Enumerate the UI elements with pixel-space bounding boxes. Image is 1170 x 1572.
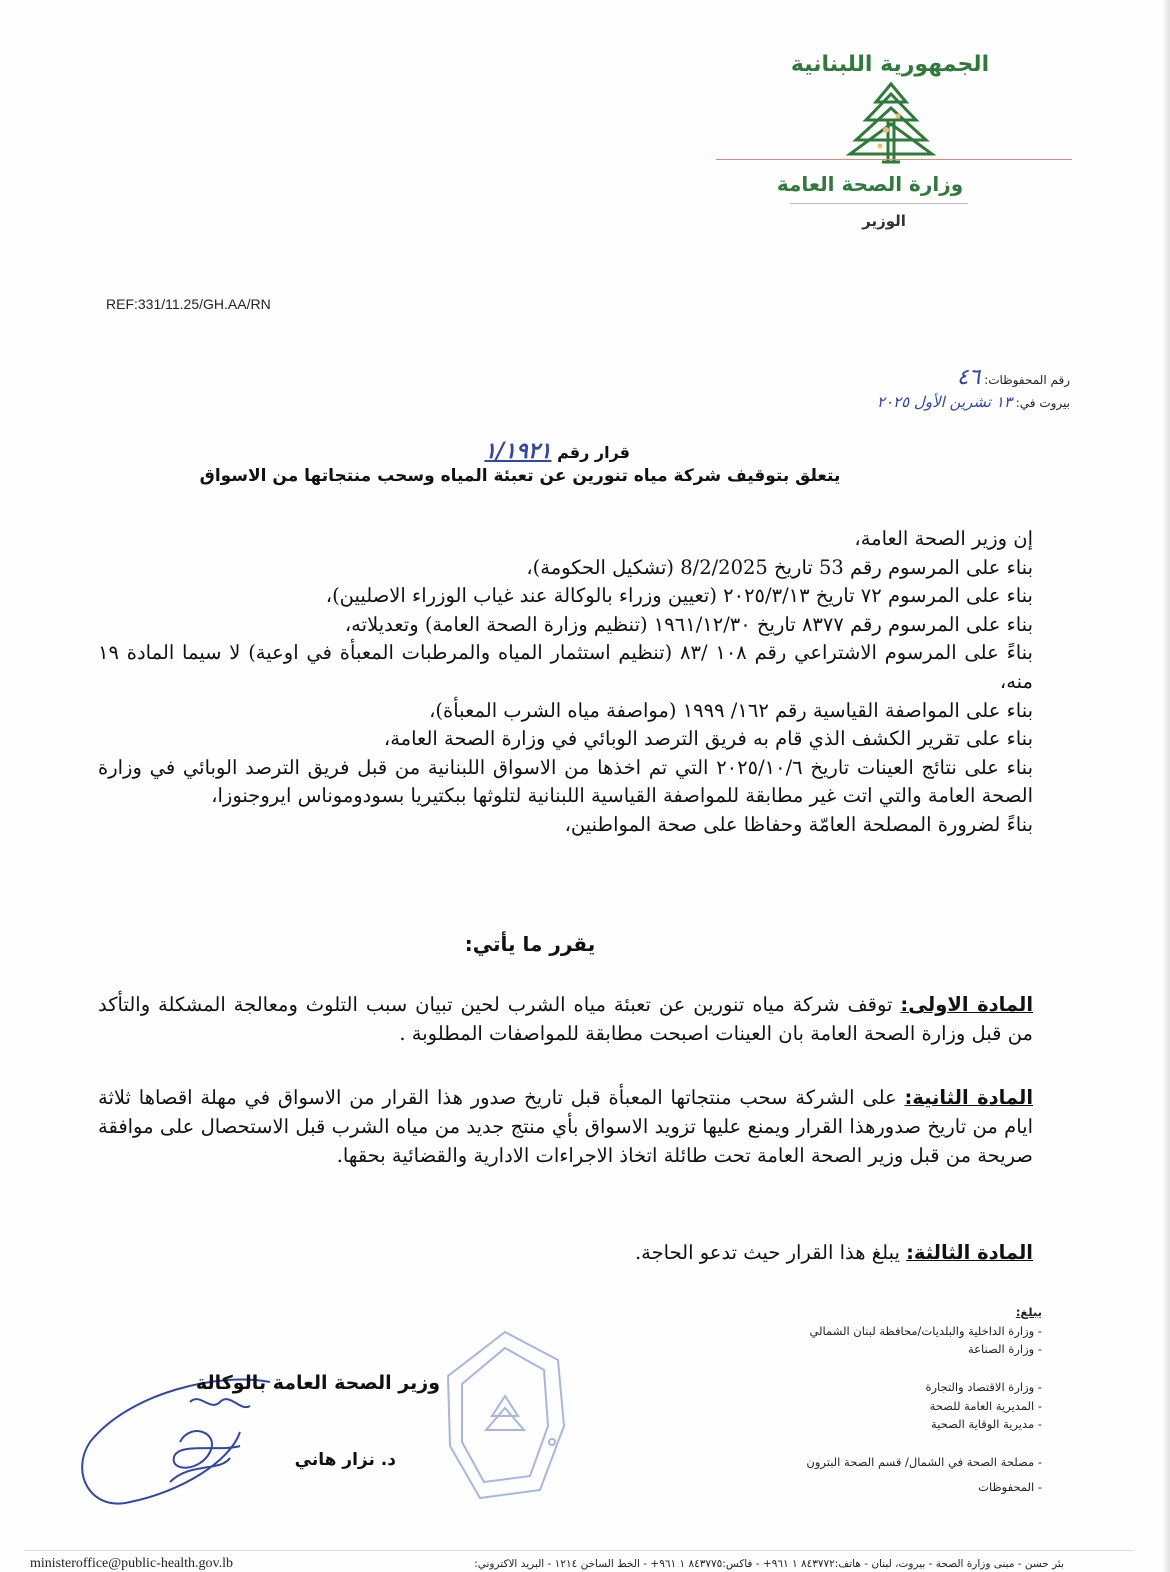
minister-heading: الوزير (862, 212, 906, 230)
recipients-heading: يبلغ: (1015, 1305, 1042, 1319)
preamble-line: بناء على المرسوم رقم ٨٣٧٧ تاريخ ١٩٦١/١٢/٣٠ (تنظيم وزارة الصحة العامة) وتعديلاته، (344, 612, 1033, 636)
article-label: المادة الثانية: (904, 1086, 1034, 1109)
archive-label: رقم المحفوظات: (984, 373, 1070, 387)
signatory-name: د. نزار هاني (294, 1450, 396, 1470)
reference-number: REF:331/11.25/GH.AA/RN (106, 296, 271, 312)
letterhead-rule (716, 159, 1072, 160)
decision-number (430, 438, 630, 464)
recipient-item: - وزارة الاقتصاد والتجارة (925, 1380, 1042, 1394)
article-text: يبلغ هذا القرار حيث تدعو الحاجة. (634, 1241, 900, 1264)
footer-address: بئر حسن - مبنى وزارة الصحة - بيروت، لبنان - هاتف:٨٤٣٧٧٢ ١ ٩٦١+ - فاكس:٨٤٣٧٧٥ ١ ٩٦١+ - الخط الساخن ١٢١٤ - البريد الاكتروني: (474, 1558, 1064, 1570)
archive-number-row (870, 365, 1070, 390)
article-label: المادة الاولى: (900, 993, 1033, 1016)
footer-rule (24, 1550, 1134, 1551)
recipient-item: - مصلحة الصحة في الشمال/ قسم الصحة البترون (806, 1455, 1042, 1469)
preamble-line: إن وزير الصحة العامة، (854, 527, 1033, 550)
date-label: بيروت في: (1015, 396, 1070, 410)
ministry-heading: وزارة الصحة العامة (776, 172, 964, 196)
article-text: على الشركة سحب منتجاتها المعبأة قبل تاريخ صدور هذا القرار من الاسواق في مهلة اقصاها ثلاثة ايام من تاريخ صدورهذا القرار ويمنع عليها تزويد الاسواق بأي منتج جديد من مياه الشرب قبل الاستحصال على موافقة صريحة من قبل وزير الصحة العامة تحت طائلة اتخاذ الاجراءات الادارية والقضائية بحقها. (98, 1086, 1033, 1167)
archive-value: ٤٦ (956, 365, 981, 390)
decision-number-value: ١/١٩٢١ (484, 438, 552, 464)
preamble-line: بناء على المرسوم ٧٢ تاريخ ٢٠٢٥/٣/١٣ (تعيين وزراء بالوكالة عند غياب الوزراء الاصليين)، (325, 584, 1033, 608)
recipient-item: - المحفوظات (978, 1479, 1042, 1494)
decides-heading: يقرر ما يأتي: (464, 932, 596, 956)
official-stamp-icon (440, 1326, 570, 1506)
article-label: المادة الثالثة: (906, 1241, 1033, 1264)
ministry-rule (790, 203, 968, 204)
preamble-line: بناءً لضرورة المصلحة العامّة وحفاظا على صحة المواطنين، (564, 812, 1033, 836)
date-row (870, 393, 1070, 411)
recipient-item: - وزارة الصناعة (967, 1342, 1042, 1356)
article-3 (98, 1238, 1033, 1267)
preamble-line: بناء على تقرير الكشف الذي قام به فريق الترصد الوبائي في وزارة الصحة العامة، (383, 727, 1033, 751)
preamble-line: بناء على المرسوم رقم 53 تاريخ 8/2/2025 (تشكيل الحكومة)، (526, 555, 1033, 579)
footer-email[interactable]: ministeroffice@public-health.gov.lb (30, 1556, 234, 1571)
recipient-item: - وزارة الداخلية والبلديات/محافظة لبنان الشمالي (809, 1323, 1042, 1338)
cedar-emblem-icon (846, 80, 936, 166)
recipient-item: - مديرية الوقاية الصحية (931, 1417, 1042, 1431)
republic-heading: الجمهورية اللبنانية (790, 52, 990, 77)
recipients-group-2 (662, 1378, 1042, 1434)
decision-prefix: قرار رقم (557, 443, 630, 462)
preamble-line: بناء على نتائج العينات تاريخ ٢٠٢٥/١٠/٦ التي تم اخذها من الاسواق اللبنانية من قبل فريق الترصد الوبائي في وزارة الصحة العامة والتي اتت غير مطابقة للمواصفة القياسية اللبنانية لتلوثها ببكتيريا بسودوموناس ايروجنوزا، (98, 755, 1033, 808)
signatory-title: وزير الصحة العامة بالوكالة (195, 1372, 440, 1394)
article-1 (98, 990, 1033, 1048)
recipients-group-1 (662, 1303, 1042, 1359)
page-edge (1164, 0, 1170, 1572)
decision-subject: يتعلق بتوقيف شركة مياه تنورين عن تعبئة المياه وسحب منتجاتها من الاسواق (199, 466, 841, 486)
article-2 (98, 1083, 1033, 1170)
preamble-line: بناء على المواصفة القياسية رقم ١٦٢/ ١٩٩٩ (مواصفة مياه الشرب المعبأة)، (429, 698, 1033, 722)
recipient-item: - المديرية العامة للصحة (929, 1398, 1042, 1413)
date-value: ١٣ تشرين الأول ٢٠٢٥ (876, 393, 1012, 411)
article-text: توقف شركة مياه تنورين عن تعبئة مياه الشرب لحين تبيان سبب التلوث ومعالجة المشكلة والتأكد من قبل وزارة الصحة العامة بان العينات اصبحت مطابقة للمواصفات المطلوبة . (98, 993, 1033, 1045)
preamble-line: بناءً على المرسوم الاشتراعي رقم ١٠٨ /٨٣ (تنظيم استثمار المياه والمرطبات المعبأة في اوعية) لا سيما المادة ١٩ منه، (98, 641, 1033, 693)
recipients-group-3 (662, 1453, 1042, 1496)
preamble (98, 525, 1033, 840)
